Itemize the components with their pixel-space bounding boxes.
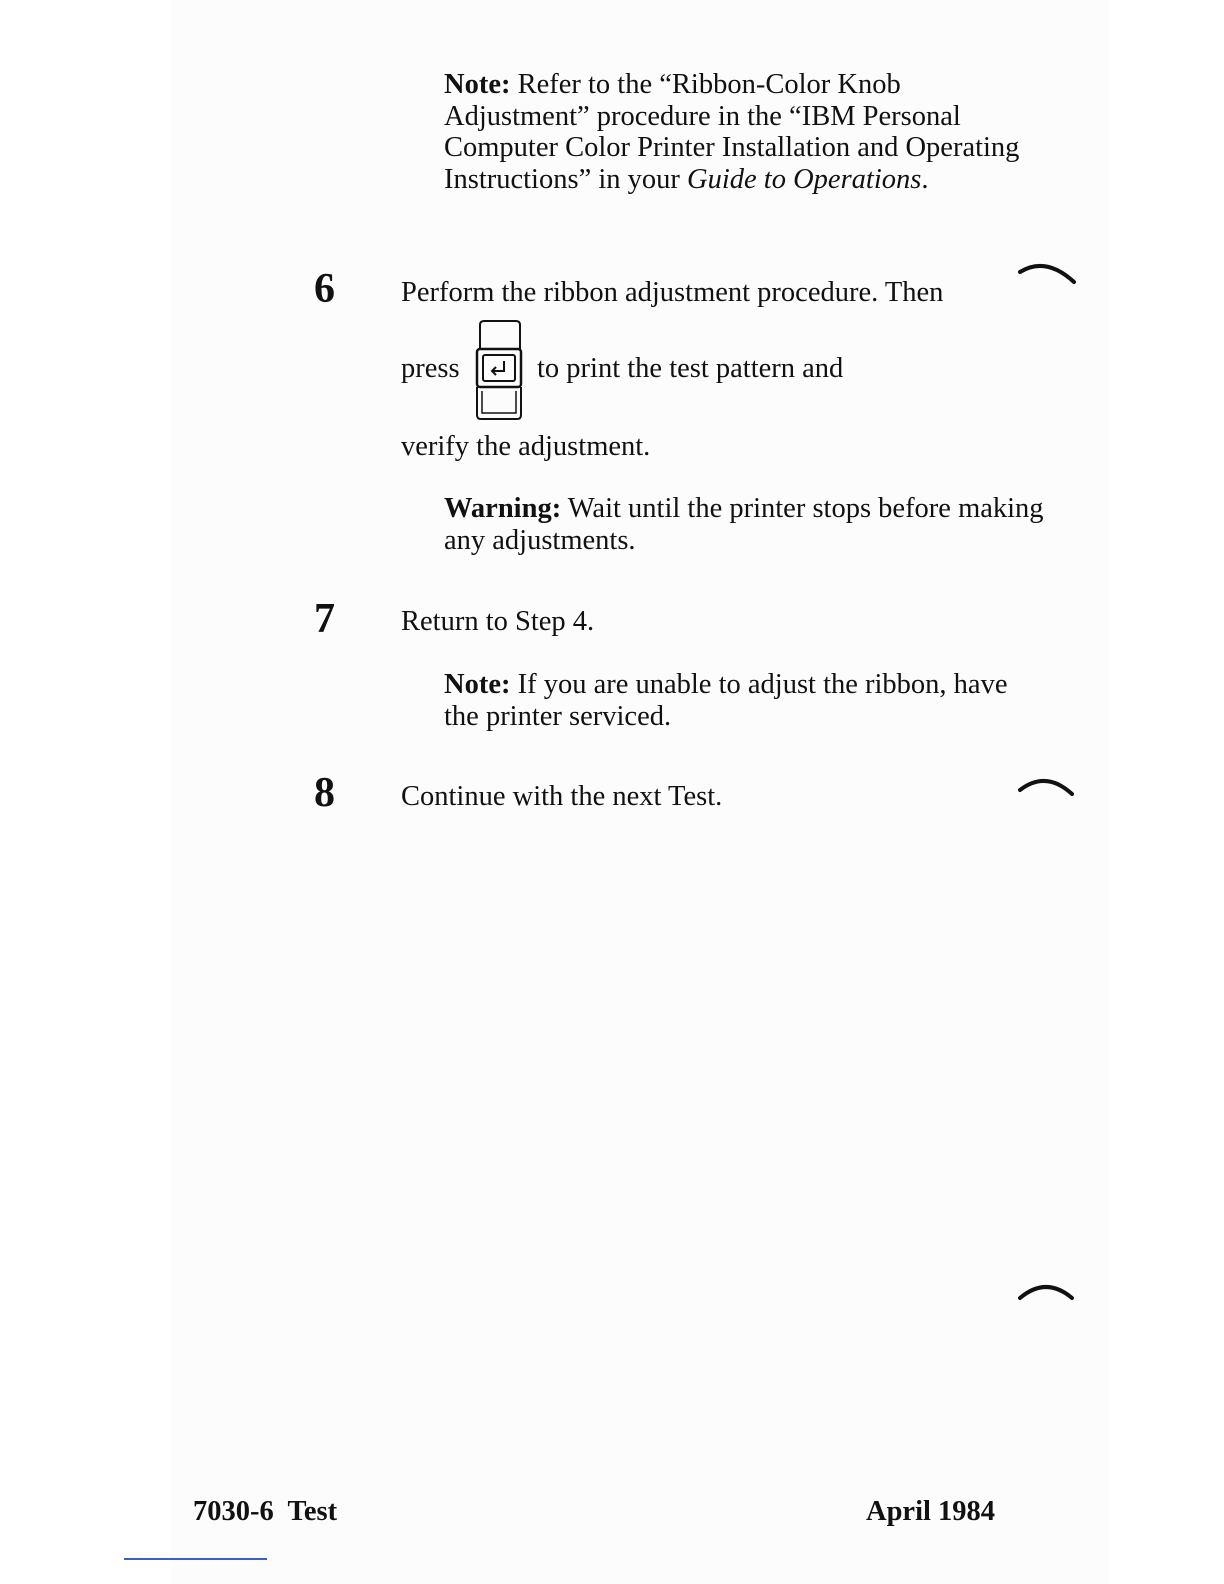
- warning-text: Wait until the printer stops before making any adjustments.: [444, 493, 1044, 556]
- warning-note: [444, 493, 1044, 556]
- step-7-text: Return to Step 4.: [401, 606, 595, 637]
- enter-key-icon: [474, 319, 526, 423]
- step-8-text: Continue with the next Test.: [401, 781, 723, 812]
- step-6-line-1: Perform the ribbon adjustment procedure. Then: [401, 277, 944, 308]
- warning-label: Warning:: [444, 493, 562, 524]
- step-6-line-3: verify the adjustment.: [401, 431, 651, 462]
- step-6-line-2: to print the test pattern and: [537, 353, 844, 384]
- step-8-number: 8: [314, 770, 335, 816]
- note-text: Refer to the “Ribbon-Color Knob Adjustment” procedure in the “IBM Personal Computer Color Printer Installation and Operating Instructions” in your: [444, 69, 1020, 195]
- footer-section-id: 7030-6 Test: [193, 1496, 338, 1527]
- note-emphasis: Guide to Operations: [687, 163, 922, 195]
- note-end: .: [921, 163, 929, 195]
- step-6-press-label: press: [401, 353, 460, 384]
- binder-tab-mark: [1016, 768, 1078, 798]
- note-text: If you are unable to adjust the ribbon, have the printer serviced.: [444, 669, 1008, 732]
- bottom-rule: [124, 1558, 267, 1560]
- binder-tab-mark: [1016, 256, 1078, 286]
- footer-date: April 1984: [866, 1496, 996, 1527]
- step-6-number: 6: [314, 266, 335, 312]
- note-ribbon-service: [444, 669, 1044, 732]
- note-label: Note:: [444, 669, 511, 700]
- note-label: Note:: [444, 69, 511, 100]
- note-ribbon-knob: [444, 69, 1024, 195]
- step-7-number: 7: [314, 596, 335, 642]
- binder-tab-mark: [1016, 1274, 1078, 1304]
